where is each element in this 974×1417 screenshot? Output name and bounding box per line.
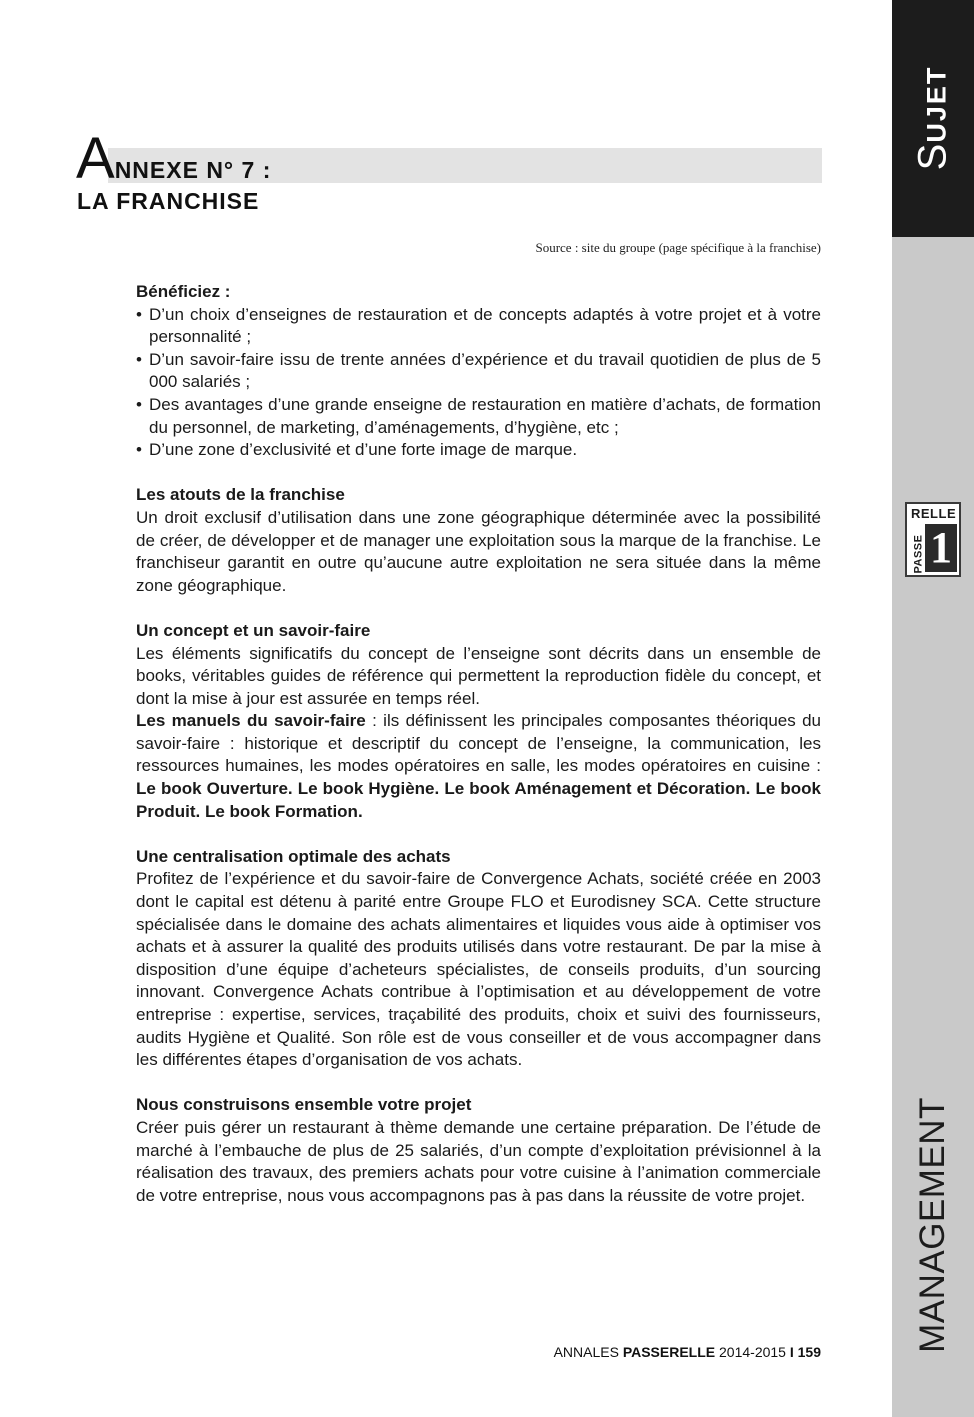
paragraph: Profitez de l’expérience et du savoir-faire de Convergence Achats, société créée en 2003 dont le capital est détenu à parité entre Groupe FLO et Eurodisney SCA. Cette structure spécialisée dans le domaine des achats alimentaires et liquides vous aide à optimiser vos achats et à assurer la qualité des produits utilisés dans votre restaurant. De par la mise à disposition d’une équipe d’acheteurs spécialistes, de conseils produits, d’un sourcing innovant. Convergence Achats contribue à l’optimisation et au développement de votre entreprise : expertise, services, traçabilité des produits, choix et suivi des fournisseurs, audits Hygiène et Qualité. Son rôle est de vous conseiller et de vous accompagner dans les différentes étapes d’organisation de vos achats.: [136, 869, 821, 1070]
section-achats: [136, 846, 821, 1072]
paragraph: Créer puis gérer un restaurant à thème demande une certaine préparation. De l’étude de marché à l’embauche de plus de 25 salariés, d’un compte d’exploitation prévisionnel à la réalisation des travaux, des premiers achats pour votre cuisine à l’animation commerciale de votre entreprise, nous vous accompagnons pas à pas dans la réussite de votre projet.: [136, 1117, 821, 1205]
page-number: 159: [797, 1344, 821, 1360]
subject-label: [911, 66, 956, 171]
title-initial: A: [76, 126, 115, 191]
section-heading: Une centralisation optimale des achats: [136, 846, 451, 866]
footer-brand: PASSERELLE: [622, 1344, 716, 1360]
section-beneficiez: [136, 281, 821, 462]
paragraph-manuals: [136, 710, 821, 823]
sidebar: [892, 0, 974, 1417]
list-item: • D’un savoir-faire issu de trente années d’expérience et du travail quotidien de plus de 5 000 salariés ;: [136, 349, 821, 394]
subject-label-initial: S: [910, 142, 955, 171]
subject-label-rest: UJET: [921, 65, 952, 143]
section-atouts: [136, 484, 821, 597]
footer-annales: ANNALES: [553, 1344, 623, 1360]
page-footer: [554, 1344, 821, 1360]
section-heading: Nous construisons ensemble votre projet: [136, 1095, 472, 1115]
section-heading: Un concept et un savoir-faire: [136, 620, 371, 640]
benefits-list: [136, 304, 821, 462]
manuals-label: Les manuels du savoir-faire: [136, 711, 366, 731]
page-title: [76, 126, 272, 191]
logo-passe-text: PASSE: [912, 534, 925, 574]
section-projet: [136, 1094, 821, 1207]
source-note: Source : site du groupe (page spécifique à la franchise): [535, 240, 821, 255]
footer-years: 2014-2015: [715, 1344, 790, 1360]
subject-area-label: MANAGEMENT: [913, 1097, 952, 1353]
books-list: Le book Ouverture. Le book Hygiène. Le book Aménagement et Décoration. Le book Produit. Le book Formation.: [136, 779, 821, 821]
list-item: • D’un choix d’enseignes de restauration et de concepts adaptés à votre projet et à votre personnalité ;: [136, 304, 821, 349]
title-rest: NNEXE N° 7 :: [114, 157, 272, 183]
section-concept: [136, 620, 821, 823]
logo-number: 1: [925, 524, 957, 572]
list-item: • D’une zone d’exclusivité et d’une forte image de marque.: [136, 439, 821, 462]
footer-separator: I: [789, 1344, 798, 1360]
logo-relle-text: RELLE: [911, 506, 957, 521]
paragraph: Un droit exclusif d’utilisation dans une zone géographique déterminée avec la possibilité de créer, de développer et de manager une exploitation sous la marque de la franchise. Le franchiseur garantit en outre qu’aucune autre exploitation ne sera située dans la même zone géographique.: [136, 507, 821, 595]
subject-tab: [892, 0, 974, 237]
section-heading: Bénéficiez :: [136, 282, 231, 301]
page-subtitle: LA FRANCHISE: [77, 188, 260, 214]
passerelle-logo: [905, 502, 961, 577]
article-body: [136, 281, 821, 1230]
paragraph: Les éléments significatifs du concept de l’enseigne sont décrits dans un ensemble de books, véritables guides de référence qui permettent la reproduction fidèle du concept, et dont la mise à jour est assurée en temps réel.: [136, 643, 821, 708]
section-heading: Les atouts de la franchise: [136, 485, 345, 505]
list-item: • Des avantages d’une grande enseigne de restauration en matière d’achats, de formation du personnel, de marketing, d’aménagements, d’hygiène, etc ;: [136, 394, 821, 439]
manuals-text: : ils définissent les principales composantes théoriques du savoir-faire : historique et descriptif du concept de l’enseigne, la communication, les ressources humaines, les modes opératoires en salle, les modes opératoires en cuisine :: [136, 711, 821, 776]
